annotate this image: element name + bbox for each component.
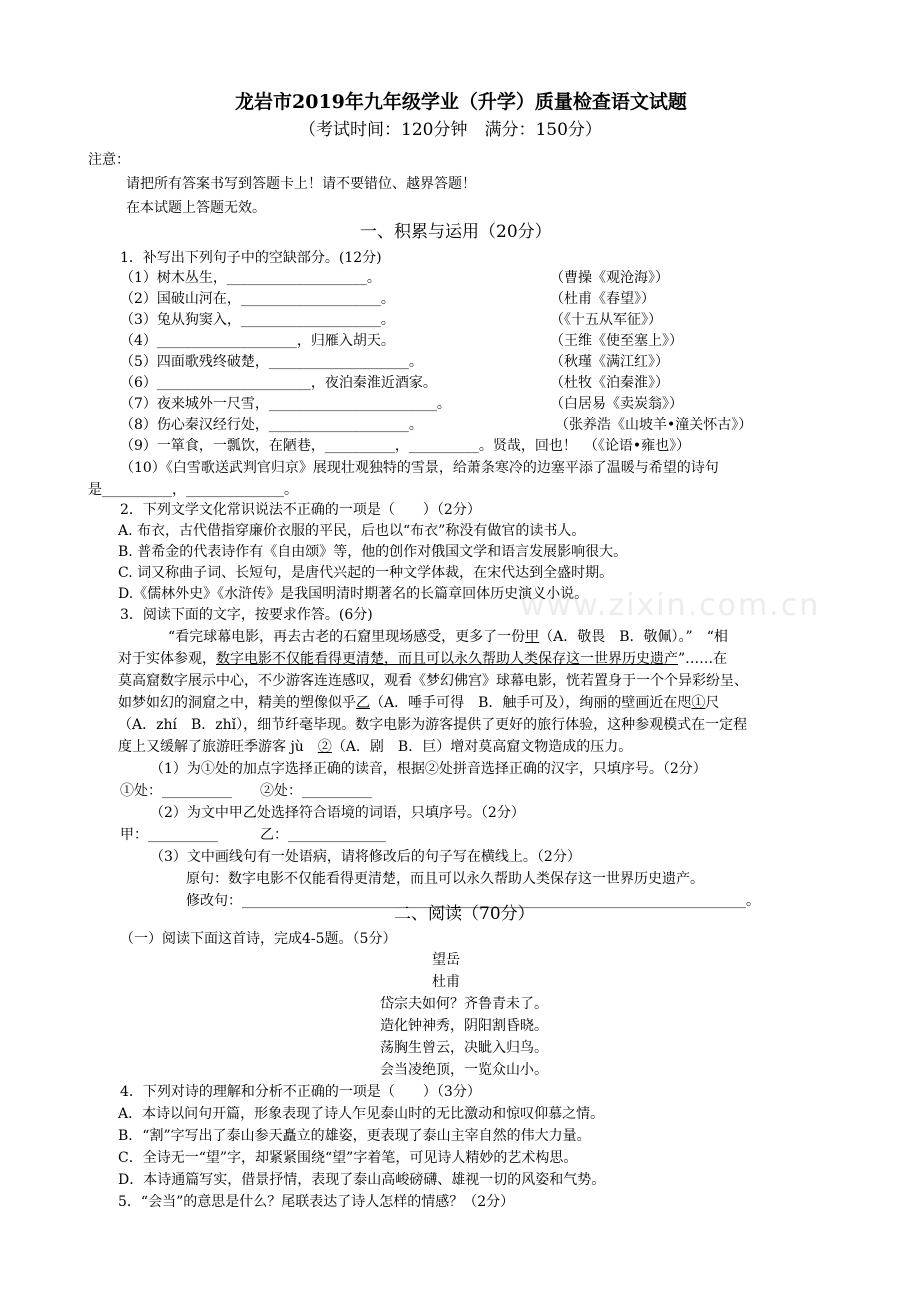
blank-marker-1: ① bbox=[691, 695, 706, 711]
passage-text: （A．唾手可得 B．触手可及），绚丽的壁画近在 bbox=[370, 695, 678, 711]
dotted-char: 咫 bbox=[677, 695, 692, 711]
question-stem: 3．阅读下面的文字，按要求作答。(6分) bbox=[120, 607, 373, 623]
fill-line: （10）《白雪歌送武判官归京》展现壮观独特的雪景，给萧条寒冷的边塞平添了温暖与希望的诗句 bbox=[120, 460, 719, 476]
fill-line: 是__________，______________。 bbox=[88, 482, 298, 498]
answer-blank: 修改句：________________________________________________________________________。 bbox=[186, 893, 760, 909]
sub-question: （2）为文中甲乙处选择符合语境的词语，只填序号。（2分） bbox=[150, 805, 525, 821]
poem-line: 岱宗夫如何？齐鲁青未了。 bbox=[380, 996, 548, 1012]
page-title: 龙岩市2019年九年级学业（升学）质量检查语文试题 bbox=[235, 91, 687, 113]
passage-text: 如梦如幻的洞窟之中，精美的塑像似乎 bbox=[118, 695, 356, 711]
fill-line: （6）______________________，夜泊秦淮近酒家。 bbox=[120, 375, 437, 391]
passage-line: （A．zhí B．zhǐ），细节纤毫毕现。数字电影为游客提供了更好的旅行体验，这种参观模式在一定程 bbox=[118, 717, 748, 733]
fill-line: （9）一箪食，一瓢饮，在陋巷，__________，__________。贤哉，回也！ （《论语•雍也》） bbox=[120, 438, 691, 454]
section-heading: 二、阅读（70分） bbox=[394, 904, 535, 924]
poem-title: 望岳 bbox=[432, 952, 460, 968]
fill-line: （1）树木丛生，____________________。 bbox=[120, 270, 381, 286]
blank-marker-2: ② bbox=[317, 739, 332, 755]
question-stem: 4．下列对诗的理解和分析不正确的一项是（ ）（3分） bbox=[120, 1084, 481, 1100]
fill-source: （杜甫《春望》） bbox=[550, 291, 655, 307]
passage-line bbox=[168, 627, 728, 647]
question-stem: 1．补写出下列句子中的空缺部分。(12分) bbox=[120, 250, 382, 266]
fill-source: （王维《使至塞上》） bbox=[550, 333, 683, 349]
passage-line bbox=[118, 737, 632, 757]
fill-source: （秋瑾《满江红》） bbox=[550, 354, 669, 370]
fill-source: （张养浩《山坡羊•潼关怀古》） bbox=[555, 417, 753, 433]
passage-text: ”……在 bbox=[678, 651, 728, 667]
poem-line: 荡胸生曾云，决眦入归鸟。 bbox=[380, 1040, 548, 1056]
fill-line: （4）____________________，归雁入胡天。 bbox=[120, 333, 395, 349]
question-stem: 2．下列文学文化常识说法不正确的一项是（ ）（2分） bbox=[120, 502, 481, 518]
option: C．全诗无一“望”字，却紧紧围绕“望”字着笔，可见诗人精妙的艺术构思。 bbox=[118, 1150, 578, 1166]
poem-line: 会当凌绝顶，一览众山小。 bbox=[380, 1062, 548, 1078]
question-stem: （一）阅读下面这首诗，完成4-5题。（5分） bbox=[120, 931, 397, 947]
watermark: www.zixin.com.cn bbox=[520, 588, 821, 623]
original-sentence: 原句：数字电影不仅能看得更清楚，而且可以永久帮助人类保存这一世界历史遗产。 bbox=[186, 871, 704, 887]
poem-author: 杜甫 bbox=[432, 974, 460, 990]
fill-line: （8）伤心秦汉经行处，____________________。 bbox=[120, 417, 423, 433]
option: A．本诗以问句开篇，形象表现了诗人乍见泰山时的无比激动和惊叹仰慕之情。 bbox=[118, 1106, 605, 1122]
passage-text: （A．敬畏 B．敬佩）。” “相 bbox=[539, 629, 728, 645]
passage-line bbox=[118, 693, 719, 713]
sub-question: （1）为①处的加点字选择正确的读音，根据②处拼音选择正确的汉字，只填序号。（2分） bbox=[150, 761, 707, 777]
answer-blank: ①处：__________ ②处：__________ bbox=[120, 783, 372, 799]
fill-source: （《十五从军征》） bbox=[550, 312, 662, 328]
fill-source: （白居易《卖炭翁》） bbox=[550, 396, 683, 412]
sub-question: （3）文中画线句有一处语病，请将修改后的句子写在横线上。（2分） bbox=[150, 849, 581, 865]
notice-line: 请把所有答案书写到答题卡上！请不要错位、越界答题！ bbox=[126, 176, 476, 192]
option: A. 布衣，古代借指穿廉价衣服的平民，后也以“布衣”称没有做官的读书人。 bbox=[118, 523, 586, 539]
option: B. 普希金的代表诗作有《自由颂》等，他的创作对俄国文学和语言发展影响很大。 bbox=[118, 544, 628, 560]
passage-text: （A．剧 B．巨）增对莫高窟文物造成的压力。 bbox=[331, 739, 633, 755]
notice-line: 在本试题上答题无效。 bbox=[126, 200, 266, 216]
fill-source: （曹操《观沧海》） bbox=[550, 270, 669, 286]
option: B．“割”字写出了泰山参天矗立的雄姿，更表现了泰山主宰自然的伟大力量。 bbox=[118, 1128, 591, 1144]
question-stem: 5．“会当”的意思是什么？尾联表达了诗人怎样的情感？（2分） bbox=[118, 1194, 515, 1210]
passage-text: 对于实体参观， bbox=[118, 651, 216, 667]
poem-line: 造化钟神秀，阴阳割昏晓。 bbox=[380, 1018, 548, 1034]
passage-line: 莫高窟数字展示中心，不少游客连连感叹，观看《梦幻佛宫》球幕电影，恍若置身于一个个异彩纷呈、 bbox=[118, 673, 748, 689]
blank-yi: 乙 bbox=[356, 695, 370, 711]
passage-line bbox=[118, 649, 727, 669]
answer-blank: 甲：__________ 乙：______________ bbox=[120, 827, 386, 843]
passage-text: 度上又缓解了旅游旺季游客 jù bbox=[118, 739, 318, 755]
notice-label: 注意： bbox=[88, 152, 130, 168]
fill-line: （5）四面歌残终破楚，____________________。 bbox=[120, 354, 423, 370]
section-heading: 一、积累与运用（20分） bbox=[360, 222, 552, 242]
fill-line: （7）夜来城外一尺雪，________________________。 bbox=[120, 396, 451, 412]
fill-line: （3）兔从狗窦入，____________________。 bbox=[120, 312, 395, 328]
exam-info: （考试时间：120分钟 满分：150分） bbox=[299, 120, 602, 140]
fill-source: （杜牧《泊秦淮》） bbox=[550, 375, 669, 391]
option: D.《儒林外史》《水浒传》是我国明清时期著名的长篇章回体历史演义小说。 bbox=[118, 586, 589, 602]
option: C. 词又称曲子词、长短句，是唐代兴起的一种文学体裁，在宋代达到全盛时期。 bbox=[118, 565, 614, 581]
underlined-sentence: 数字电影不仅能看得更清楚，而且可以永久帮助人类保存这一世界历史遗产 bbox=[216, 651, 678, 667]
fill-line: （2）国破山河在，____________________。 bbox=[120, 291, 395, 307]
blank-jia: 甲 bbox=[525, 629, 540, 645]
passage-text: 尺 bbox=[705, 695, 720, 711]
passage-text: “看完球幕电影，再去古老的石窟里现场感受，更多了一份 bbox=[168, 629, 526, 645]
option: D．本诗通篇写实，借景抒情，表现了泰山高峻磅礴、雄视一切的风姿和气势。 bbox=[118, 1172, 606, 1188]
